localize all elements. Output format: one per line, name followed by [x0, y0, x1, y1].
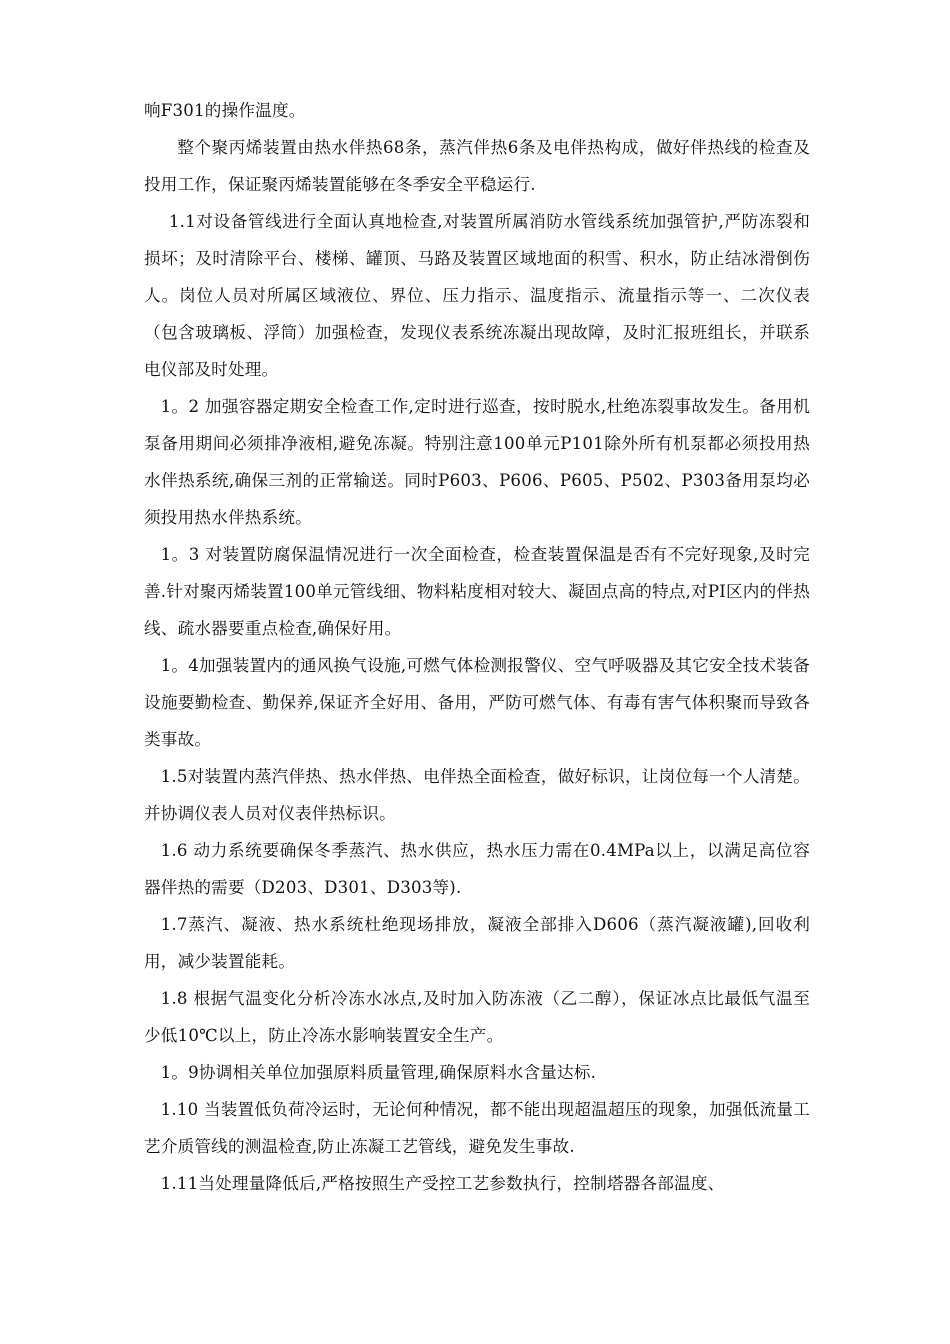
paragraph-1-6: 1.6 动力系统要确保冬季蒸汽、热水供应，热水压力需在0.4MPa以上，以满足高位容器伴热的需要（D203、D301、D303等). [144, 841, 810, 897]
paragraph-1-5: 1.5对装置内蒸汽伴热、热水伴热、电伴热全面检查，做好标识，让岗位每一个人清楚。并协调仪表人员对仪表伴热标识。 [144, 767, 810, 823]
paragraph-1-7: 1.7蒸汽、凝液、热水系统杜绝现场排放，凝液全部排入D606（蒸汽凝液罐),回收利用，减少装置能耗。 [144, 915, 810, 971]
paragraph-1-4: 1。4加强装置内的通风换气设施,可燃气体检测报警仪、空气呼吸器及其它安全技术装备设施要勤检查、勤保养,保证齐全好用、备用，严防可燃气体、有毒有害气体积聚而导致各类事故。 [144, 656, 810, 749]
paragraph-intro: 整个聚丙烯装置由热水伴热68条，蒸汽伴热6条及电伴热构成，做好伴热线的检查及投用工作，保证聚丙烯装置能够在冬季安全平稳运行. [144, 138, 810, 194]
paragraph-1-11: 1.11当处理量降低后,严格按照生产受控工艺参数执行，控制塔器各部温度、 [160, 1174, 725, 1193]
paragraph-1-2: 1。2 加强容器定期安全检查工作,定时进行巡查，按时脱水,杜绝冻裂事故发生。备用机泵备用期间必须排净液相,避免冻凝。特别注意100单元P101除外所有机泵都必须投用热水伴热系统,确保三剂的正常输送。同时P603、P606、P605、P502、P303备用泵均必须投用热水伴热系统。 [144, 397, 810, 527]
paragraph-1-1: 1.1对设备管线进行全面认真地检查,对装置所属消防水管线系统加强管护,严防冻裂和损坏；及时清除平台、楼梯、罐顶、马路及装置区域地面的积雪、积水，防止结冰滑倒伤人。岗位人员对所属区域液位、界位、压力指示、温度指示、流量指示等一、二次仪表（包含玻璃板、浮筒）加强检查，发现仪表系统冻凝出现故障，及时汇报班组长，并联系电仪部及时处理。 [144, 212, 810, 379]
paragraph-1-8: 1.8 根据气温变化分析冷冻水冰点,及时加入防冻液（乙二醇），保证冰点比最低气温至少低10℃以上，防止冷冻水影响装置安全生产。 [144, 989, 810, 1045]
paragraph-continuation: 响F301的操作温度。 [144, 101, 306, 120]
paragraph-1-3: 1。3 对装置防腐保温情况进行一次全面检查，检查装置保温是否有不完好现象,及时完善.针对聚丙烯装置100单元管线细、物料粘度相对较大、凝固点高的特点,对PI区内的伴热线、疏水器要重点检查,确保好用。 [144, 545, 810, 638]
paragraph-1-10: 1.10 当装置低负荷冷运时，无论何种情况，都不能出现超温超压的现象，加强低流量工艺介质管线的测温检查,防止冻凝工艺管线，避免发生事故. [144, 1100, 810, 1156]
paragraph-1-9: 1。9协调相关单位加强原料质量管理,确保原料水含量达标. [160, 1063, 597, 1082]
document-body [144, 92, 810, 1202]
